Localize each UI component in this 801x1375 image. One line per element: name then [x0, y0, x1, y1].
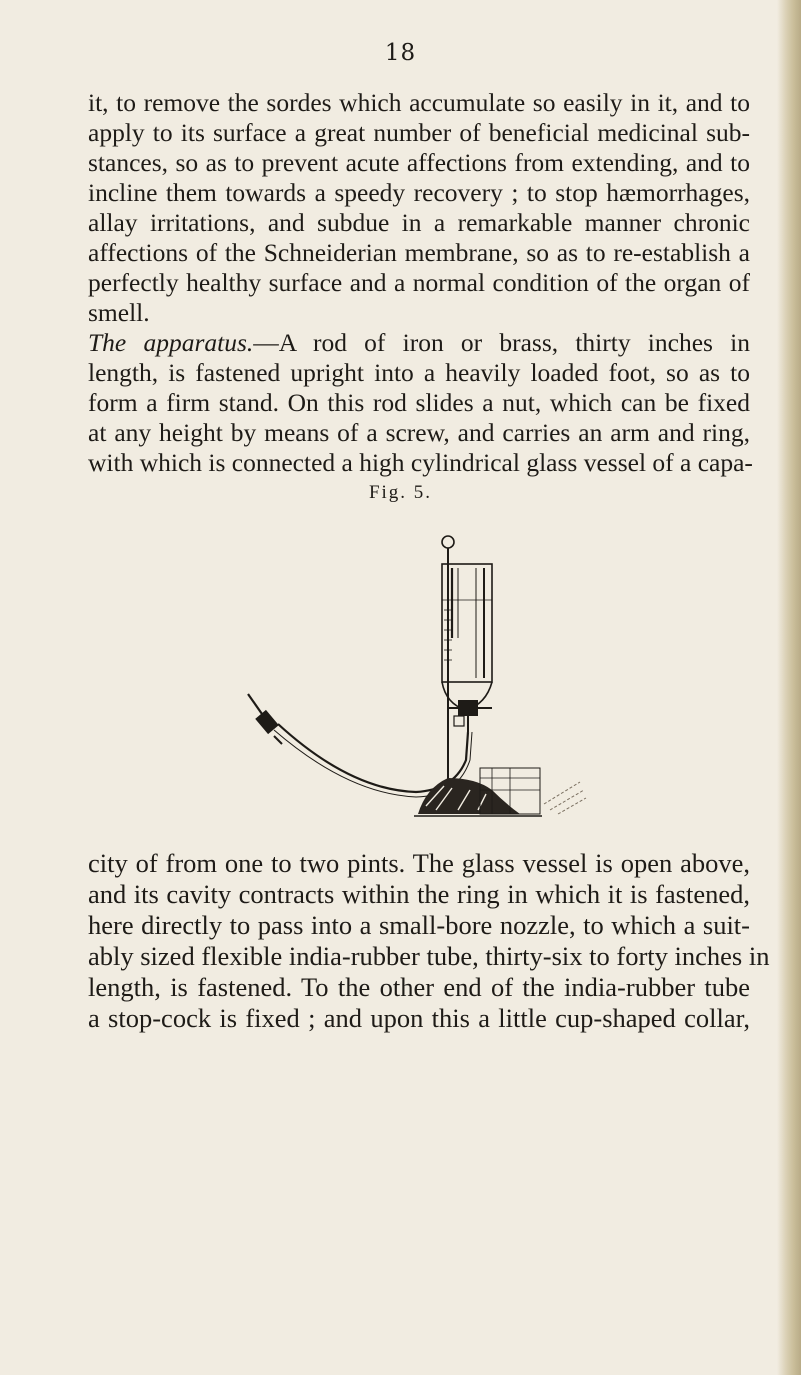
- page-number: 18: [384, 40, 417, 66]
- loaded-foot: [414, 768, 586, 816]
- text-span: —A rod of iron or brass, thirty inches in: [253, 328, 750, 357]
- text-line: length, is fastened. To the other end of the india-rubber tube: [88, 972, 750, 1002]
- text-line: length, is fastened upright into a heavily loaded foot, so as to: [88, 358, 750, 387]
- top-ring: [442, 536, 454, 548]
- text-line: allay irritations, and subdue in a remarkable manner chronic: [88, 208, 750, 237]
- text-line: at any height by means of a screw, and carries an arm and ring,: [88, 418, 750, 447]
- text-line: affections of the Schneiderian membrane, so as to re-establish a: [88, 238, 750, 267]
- india-rubber-tube: [278, 724, 468, 792]
- text-line: perfectly healthy surface and a normal condition of the organ of: [88, 268, 750, 297]
- text-line: a stop-cock is fixed ; and upon this a little cup-shaped collar,: [88, 1003, 750, 1033]
- text-line: here directly to pass into a small-bore nozzle, to which a suit-: [88, 910, 750, 940]
- text-line: incline them towards a speedy recovery ; to stop hæmorrhages,: [88, 178, 750, 207]
- page-edge-shadow: [777, 0, 801, 1375]
- apparatus-heading: The apparatus.: [88, 328, 254, 357]
- text-line: apply to its surface a great number of beneficial medicinal sub-: [88, 118, 750, 147]
- text-line: with which is connected a high cylindrical glass vessel of a capa-: [88, 448, 753, 477]
- text-line: city of from one to two pints. The glass vessel is open above,: [88, 848, 750, 878]
- glass-vessel: [442, 564, 492, 710]
- figure-caption: Fig. 5.: [368, 482, 433, 503]
- text-line: form a firm stand. On this rod slides a nut, which can be fixed: [88, 388, 750, 417]
- text-line: smell.: [88, 298, 150, 327]
- stop-cock: [248, 694, 282, 744]
- text-line: ably sized flexible india-rubber tube, thirty-six to forty inches in: [88, 941, 770, 971]
- text-line: and its cavity contracts within the ring in which it is fastened,: [88, 879, 750, 909]
- text-line: [88, 328, 750, 358]
- text-line: stances, so as to prevent acute affections from extending, and to: [88, 148, 750, 177]
- text-line: it, to remove the sordes which accumulate so easily in it, and to: [88, 88, 750, 117]
- nasal-douche-apparatus-illustration: [230, 528, 610, 828]
